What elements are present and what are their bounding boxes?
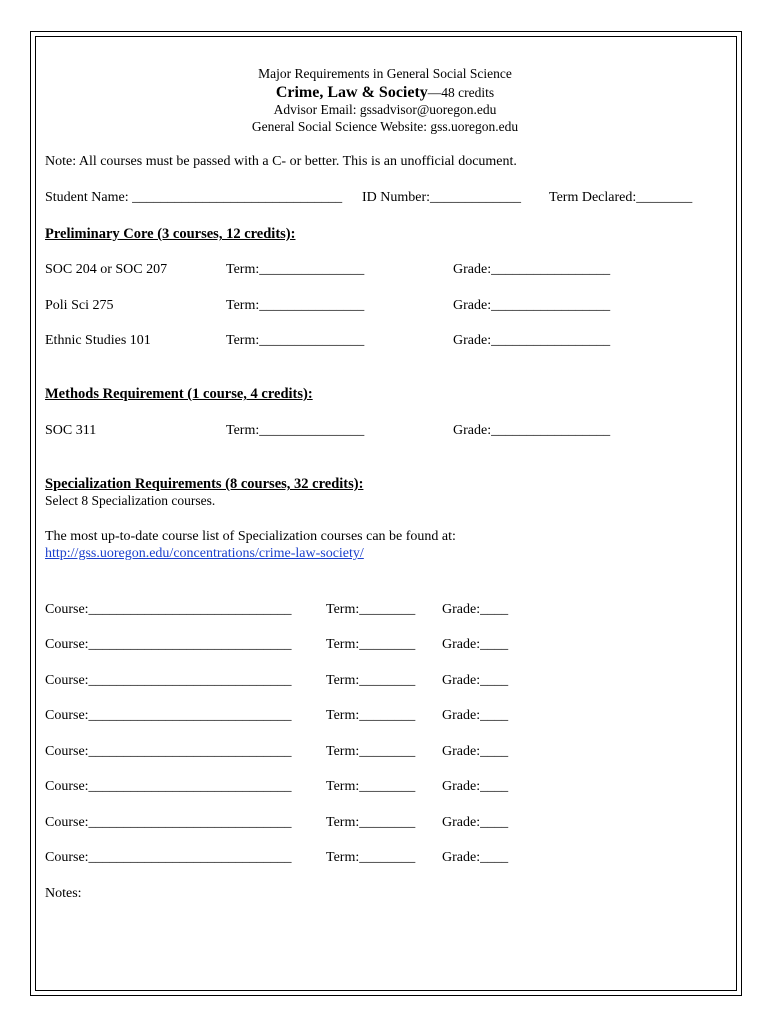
course-field: Poli Sci 275 [45,298,114,313]
page-border-inner [35,36,737,991]
course-field[interactable]: Course:_____________________________ [45,850,292,865]
course-field[interactable]: Course:_____________________________ [45,744,292,759]
grade-field[interactable]: Grade:_________________ [453,262,611,277]
grade-field[interactable]: Grade:____ [442,744,509,759]
course-field[interactable]: Course:_____________________________ [45,779,292,794]
course-field: SOC 311 [45,423,97,438]
term-field[interactable]: Term:________ [326,602,416,617]
term-field[interactable]: Term:________ [326,850,416,865]
program-name: Crime, Law & Society [275,84,428,101]
id-number-field[interactable]: ID Number:_____________ [362,190,522,205]
grade-field[interactable]: Grade:____ [442,673,509,688]
course-field[interactable]: Course:_____________________________ [45,708,292,723]
course-field: Ethnic Studies 101 [45,333,151,348]
grade-field[interactable]: Grade:____ [442,637,509,652]
program-credits: —48 credits [427,85,495,100]
advisor-email: Advisor Email: gssadvisor@uoregon.edu [273,102,497,117]
grade-field[interactable]: Grade:_________________ [453,423,611,438]
term-field[interactable]: Term:________ [326,708,416,723]
term-field[interactable]: Term:_______________ [226,262,365,277]
term-declared-field[interactable]: Term Declared:________ [549,190,693,205]
term-field[interactable]: Term:_______________ [226,298,365,313]
grade-field[interactable]: Grade:_________________ [453,333,611,348]
passing-note: Note: All courses must be passed with a C- or better. This is an unofficial document. [45,154,517,169]
program-website: General Social Science Website: gss.uoregon.edu [251,119,519,134]
term-field[interactable]: Term:________ [326,744,416,759]
grade-field[interactable]: Grade:____ [442,602,509,617]
course-field[interactable]: Course:_____________________________ [45,602,292,617]
course-field[interactable]: Course:_____________________________ [45,637,292,652]
document-heading: Major Requirements in General Social Science [258,66,512,81]
course-list-link[interactable]: http://gss.uoregon.edu/concentrations/crime-law-society/ [45,546,364,561]
course-field: SOC 204 or SOC 207 [45,262,168,277]
term-field[interactable]: Term:_______________ [226,333,365,348]
specialization-heading: Specialization Requirements (8 courses, 32 credits): [45,476,364,492]
grade-field[interactable]: Grade:____ [442,779,509,794]
grade-field[interactable]: Grade:____ [442,850,509,865]
term-field[interactable]: Term:________ [326,779,416,794]
notes-label: Notes: [45,886,82,901]
grade-field[interactable]: Grade:_________________ [453,298,611,313]
specialization-instruction: Select 8 Specialization courses. [45,493,216,508]
term-field[interactable]: Term:________ [326,673,416,688]
course-field[interactable]: Course:_____________________________ [45,815,292,830]
course-field[interactable]: Course:_____________________________ [45,673,292,688]
term-field[interactable]: Term:________ [326,815,416,830]
preliminary-core-heading: Preliminary Core (3 courses, 12 credits): [45,226,296,242]
methods-heading: Methods Requirement (1 course, 4 credits): [45,386,313,402]
course-list-text: The most up-to-date course list of Specialization courses can be found at: [45,529,456,544]
term-field[interactable]: Term:________ [326,637,416,652]
student-name-field[interactable]: Student Name: ______________________________ [45,190,343,205]
term-field[interactable]: Term:_______________ [226,423,365,438]
grade-field[interactable]: Grade:____ [442,708,509,723]
grade-field[interactable]: Grade:____ [442,815,509,830]
program-title [0,84,770,102]
